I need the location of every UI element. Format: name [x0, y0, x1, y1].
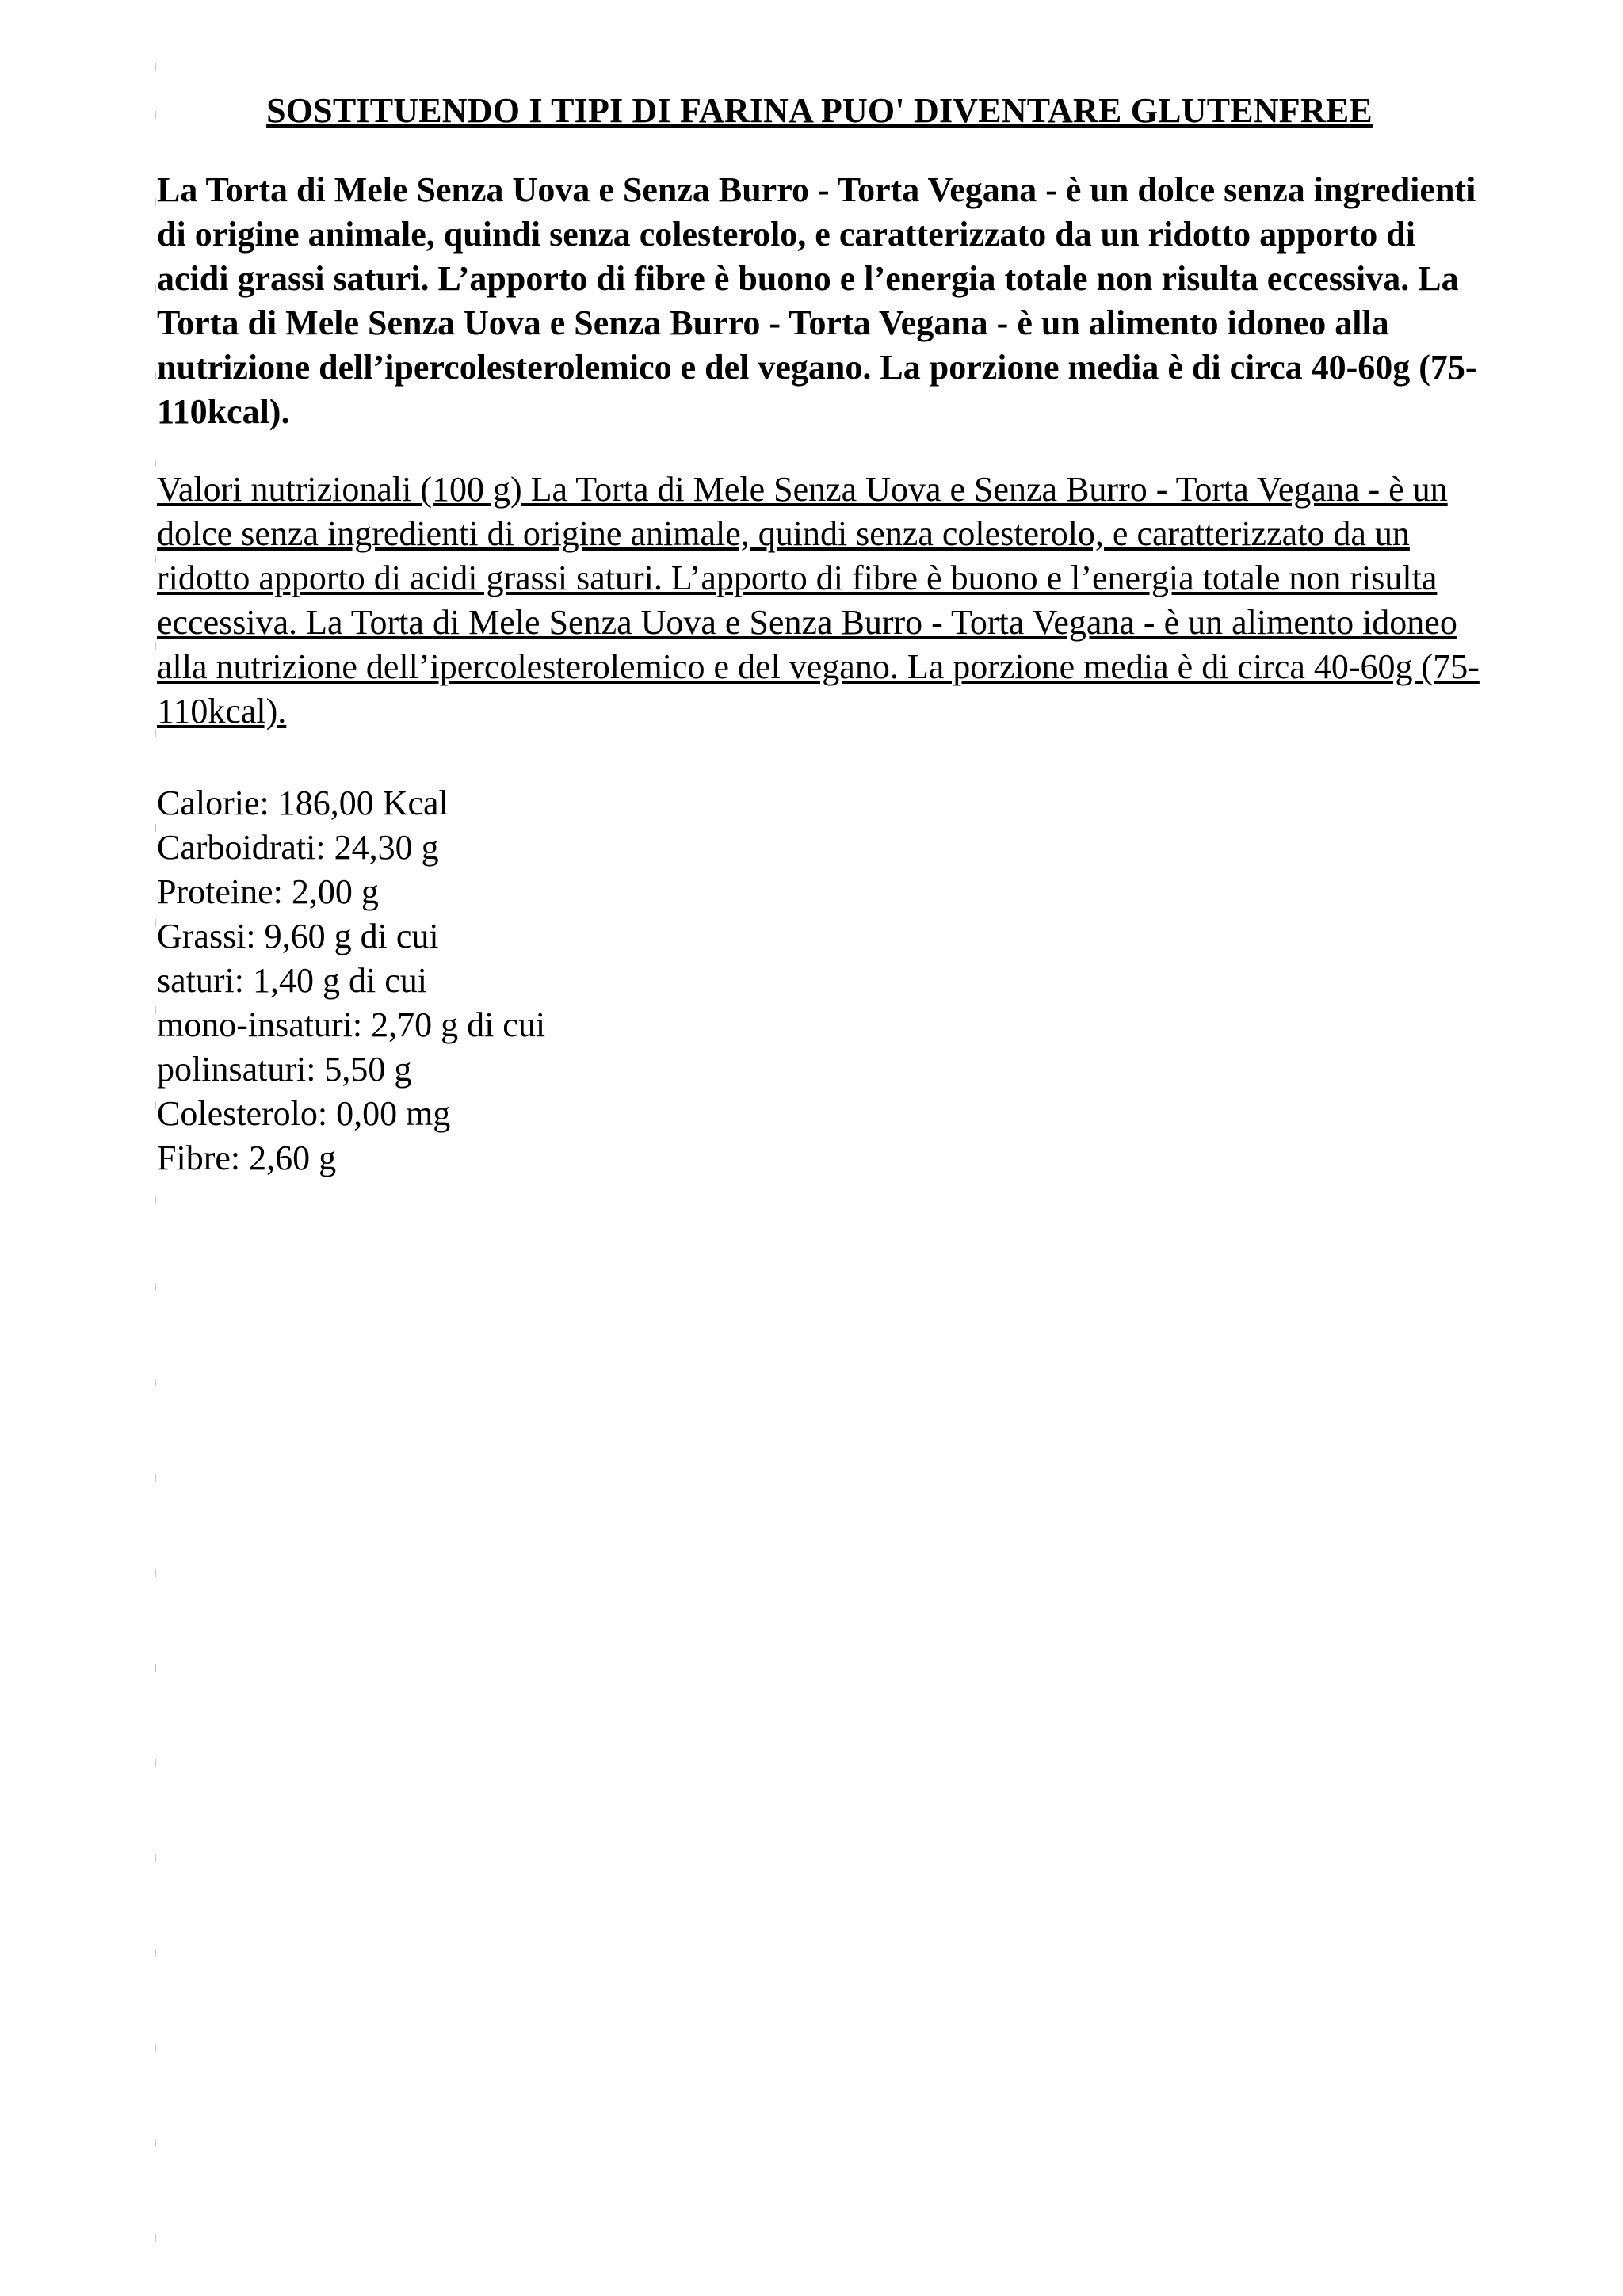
- margin-mark: [155, 1569, 161, 1577]
- margin-mark: [155, 63, 161, 71]
- nutrient-item: mono-insaturi: 2,70 g di cui: [157, 1005, 546, 1044]
- margin-mark: [155, 1854, 161, 1862]
- margin-mark: [155, 1759, 161, 1767]
- margin-mark: [155, 1196, 161, 1204]
- nutrient-item: saturi: 1,40 g di cui: [157, 961, 427, 1000]
- document-content: [157, 86, 1482, 1180]
- nutrient-item: Carboidrati: 24,30 g: [157, 828, 439, 867]
- intro-paragraph: La Torta di Mele Senza Uova e Senza Burro - Torta Vegana - è un dolce senza ingredienti di origine animale, quindi senza colesterolo, e caratterizzato da un ridotto apporto di acidi grassi saturi. L’apporto di fibre è buono e l’energia totale non risulta eccessiva. La Torta di Mele Senza Uova e Senza Burro - Torta Vegana - è un alimento idoneo alla nutrizione dell’ipercolesterolemico e del vegano. La porzione media è di circa 40-60g (75-110kcal).: [157, 170, 1477, 431]
- nutrient-item: Calorie: 186,00 Kcal: [157, 784, 449, 822]
- nutrient-item: Fibre: 2,60 g: [157, 1138, 337, 1177]
- margin-mark: [155, 1379, 161, 1386]
- margin-mark: [155, 2139, 161, 2147]
- nutrition-paragraph: Valori nutrizionali (100 g) La Torta di Mele Senza Uova e Senza Burro - Torta Vegana - è un dolce senza ingredienti di origine animale, quindi senza colesterolo, e caratterizzato da un ridotto apporto di acidi grassi saturi. L’apporto di fibre è buono e l’energia totale non risulta eccessiva. La Torta di Mele Senza Uova e Senza Burro - Torta Vegana - è un alimento idoneo alla nutrizione dell’ipercolesterolemico e del vegano. La porzione media è di circa 40-60g (75-110kcal).: [157, 470, 1480, 730]
- nutrient-list: [157, 781, 1482, 1180]
- document-title: SOSTITUENDO I TIPI DI FARINA PUO' DIVENTARE GLUTENFREE: [266, 91, 1373, 130]
- margin-mark: [155, 1664, 161, 1672]
- margin-mark: [155, 1949, 161, 1957]
- margin-mark: [155, 1474, 161, 1482]
- nutrient-item: Grassi: 9,60 g di cui: [157, 917, 439, 955]
- margin-mark: [155, 1283, 161, 1291]
- nutrient-item: Colesterolo: 0,00 mg: [157, 1094, 451, 1133]
- margin-mark: [155, 2044, 161, 2052]
- nutrient-item: Proteine: 2,00 g: [157, 872, 379, 911]
- margin-mark: [155, 2234, 161, 2242]
- nutrient-item: polinsaturi: 5,50 g: [157, 1050, 412, 1089]
